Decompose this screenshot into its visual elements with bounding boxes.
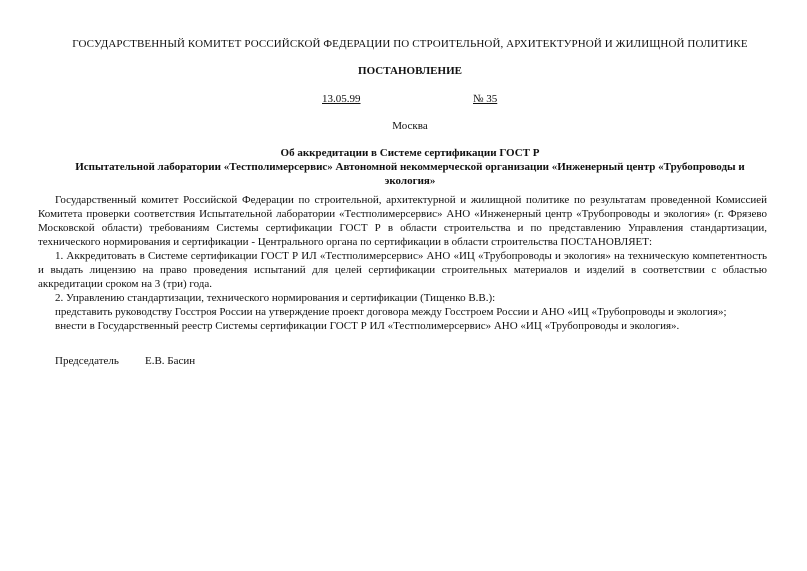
document-title: [55, 146, 765, 188]
paragraph-item-2-b: внести в Государственный реестр Системы сертификации ГОСТ Р ИЛ «Тестполимерсервис» АНО «ИЦ «Трубопроводы и экология».: [55, 320, 680, 332]
document-city: Москва: [392, 120, 428, 132]
paragraph-preamble: Государственный комитет Российской Федерации по строительной, архитектурной и жилищной политике по результатам проведенной Комиссией Комитета проверки соответствия Испытательной лаборатории «Тестполимерсервис» АНО «Инженерный центр «Трубопроводы и экология» (г. Фрязево Московской области) требованиям Системы сертификации ГОСТ Р в области строительства и по представлению Управления стандартизации, технического нормирования и сертификации - Центрального органа по сертификации в области строительства ПОСТАНОВЛЯЕТ:: [38, 194, 767, 248]
signatory-role: Председатель: [55, 355, 119, 367]
signatory-name: Е.В. Басин: [145, 355, 196, 367]
signature-block: [55, 354, 195, 368]
document-number: № 35: [473, 93, 498, 105]
document-date: 13.05.99: [322, 93, 361, 105]
document-body: [38, 193, 767, 333]
paragraph-item-2-a: представить руководству Госстроя России на утверждение проект договора между Госстроем России и АНО «ИЦ «Трубопроводы и экология»;: [55, 306, 727, 318]
organization-header: ГОСУДАРСТВЕННЫЙ КОМИТЕТ РОССИЙСКОЙ ФЕДЕРАЦИИ ПО СТРОИТЕЛЬНОЙ, АРХИТЕКТУРНОЙ И ЖИЛИЩНОЙ ПОЛИТИКЕ: [72, 38, 748, 50]
document-type: ПОСТАНОВЛЕНИЕ: [358, 65, 462, 77]
title-line-1: Об аккредитации в Системе сертификации ГОСТ Р: [280, 147, 540, 159]
title-line-2: Испытательной лаборатории «Тестполимерсервис» Автономной некоммерческой организации «Инженерный центр «Трубопроводы и экология»: [75, 161, 745, 187]
paragraph-item-1: 1. Аккредитовать в Системе сертификации ГОСТ Р ИЛ «Тестполимерсервис» АНО «ИЦ «Трубопроводы и экология» на техническую компетентность и выдать лицензию на право проведения испытаний для целей сертификации строительных материалов и изделий в соответствии с областью аккредитации сроком на 3 (три) года.: [38, 250, 767, 290]
paragraph-item-2: 2. Управлению стандартизации, технического нормирования и сертификации (Тищенко В.В.):: [55, 292, 496, 304]
